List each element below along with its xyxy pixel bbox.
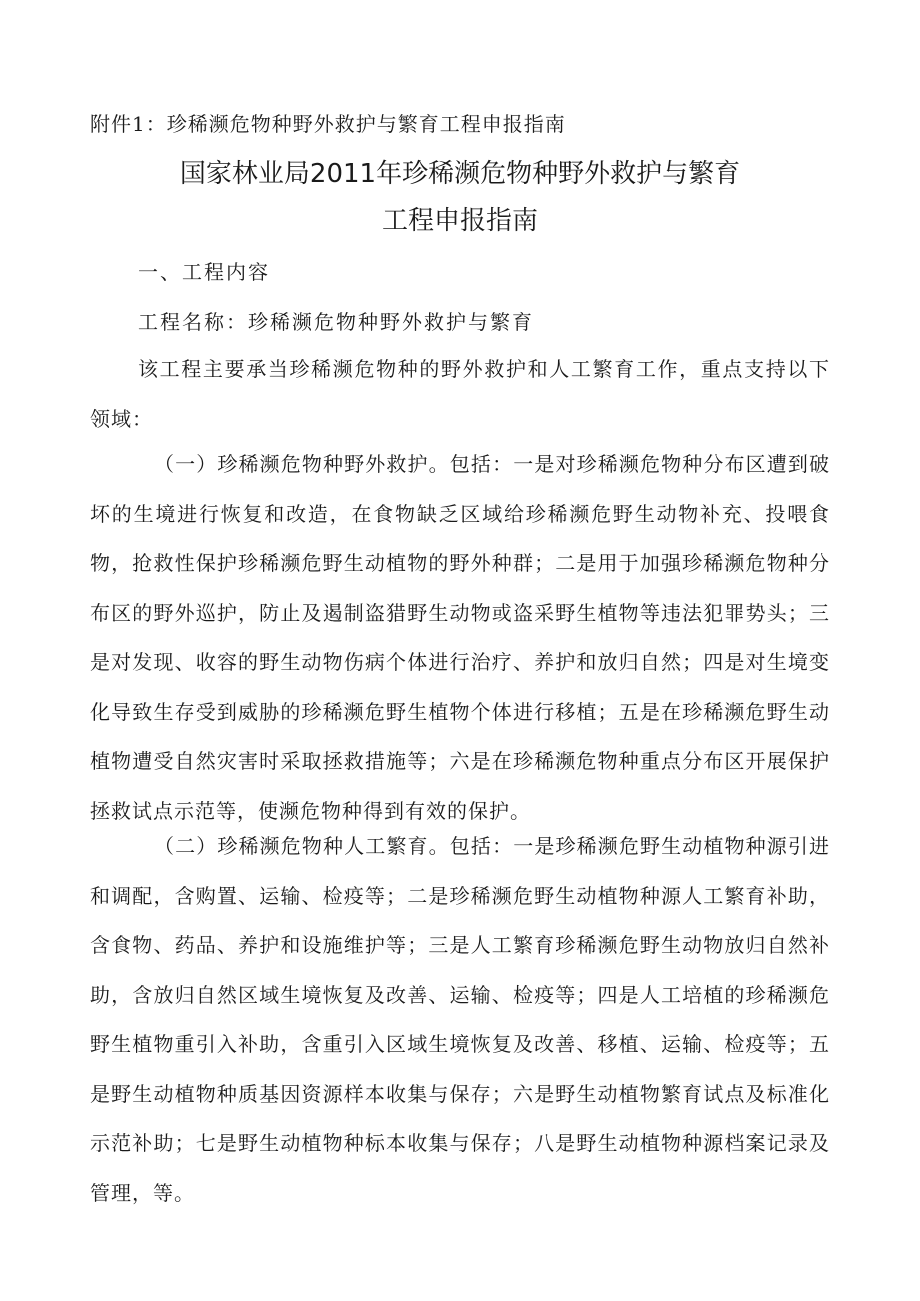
document-title-line-1: 国家林业局2011年珍稀濒危物种野外救护与繁育 bbox=[179, 159, 741, 189]
attachment-label: 附件1：珍稀濒危物种野外救护与繁育工程申报指南 bbox=[90, 112, 566, 136]
section-heading: 一、工程内容 bbox=[138, 260, 270, 284]
document-title-line-2: 工程申报指南 bbox=[381, 206, 538, 236]
project-name-line: 工程名称：珍稀濒危物种野外救护与繁育 bbox=[138, 310, 534, 334]
item-1-paragraph: （一）珍稀濒危物种野外救护。包括：一是对珍稀濒危物种分布区遭到破坏的生境进行恢复和改造，在食物缺乏区域给珍稀濒危野生动物补充、投喂食物，抢救性保护珍稀濒危野生动植物的野外种群；二是用于加强珍稀濒危物种分布区的野外巡护，防止及遏制盗猎野生动物或盗采野生植物等违法犯罪势头；三是对发现、收容的野生动物伤病个体进行治疗、养护和放归自然；四是对生境变化导致生存受到威胁的珍稀濒危野生植物个体进行移植；五是在珍稀濒危野生动植物遭受自然灾害时采取拯救措施等；六是在珍稀濒危物种重点分布区开展保护拯救试点示范等，使濒危物种得到有效的保护。 bbox=[90, 452, 830, 823]
item-2-paragraph: （二）珍稀濒危物种人工繁育。包括：一是珍稀濒危野生动植物种源引进和调配，含购置、运输、检疫等；二是珍稀濒危野生动植物种源人工繁育补助，含食物、药品、养护和设施维护等；三是人工繁育珍稀濒危野生动物放归自然补助，含放归自然区域生境恢复及改善、运输、检疫等；四是人工培植的珍稀濒危野生植物重引入补助，含重引入区域生境恢复及改善、移植、运输、检疫等；五是野生动植物种质基因资源样本收集与保存；六是野生动植物繁育试点及标准化示范补助；七是野生动植物种标本收集与保存；八是野生动植物种源档案记录及管理，等。 bbox=[90, 834, 830, 1205]
intro-paragraph: 该工程主要承当珍稀濒危物种的野外救护和人工繁育工作，重点支持以下领域： bbox=[90, 357, 830, 431]
